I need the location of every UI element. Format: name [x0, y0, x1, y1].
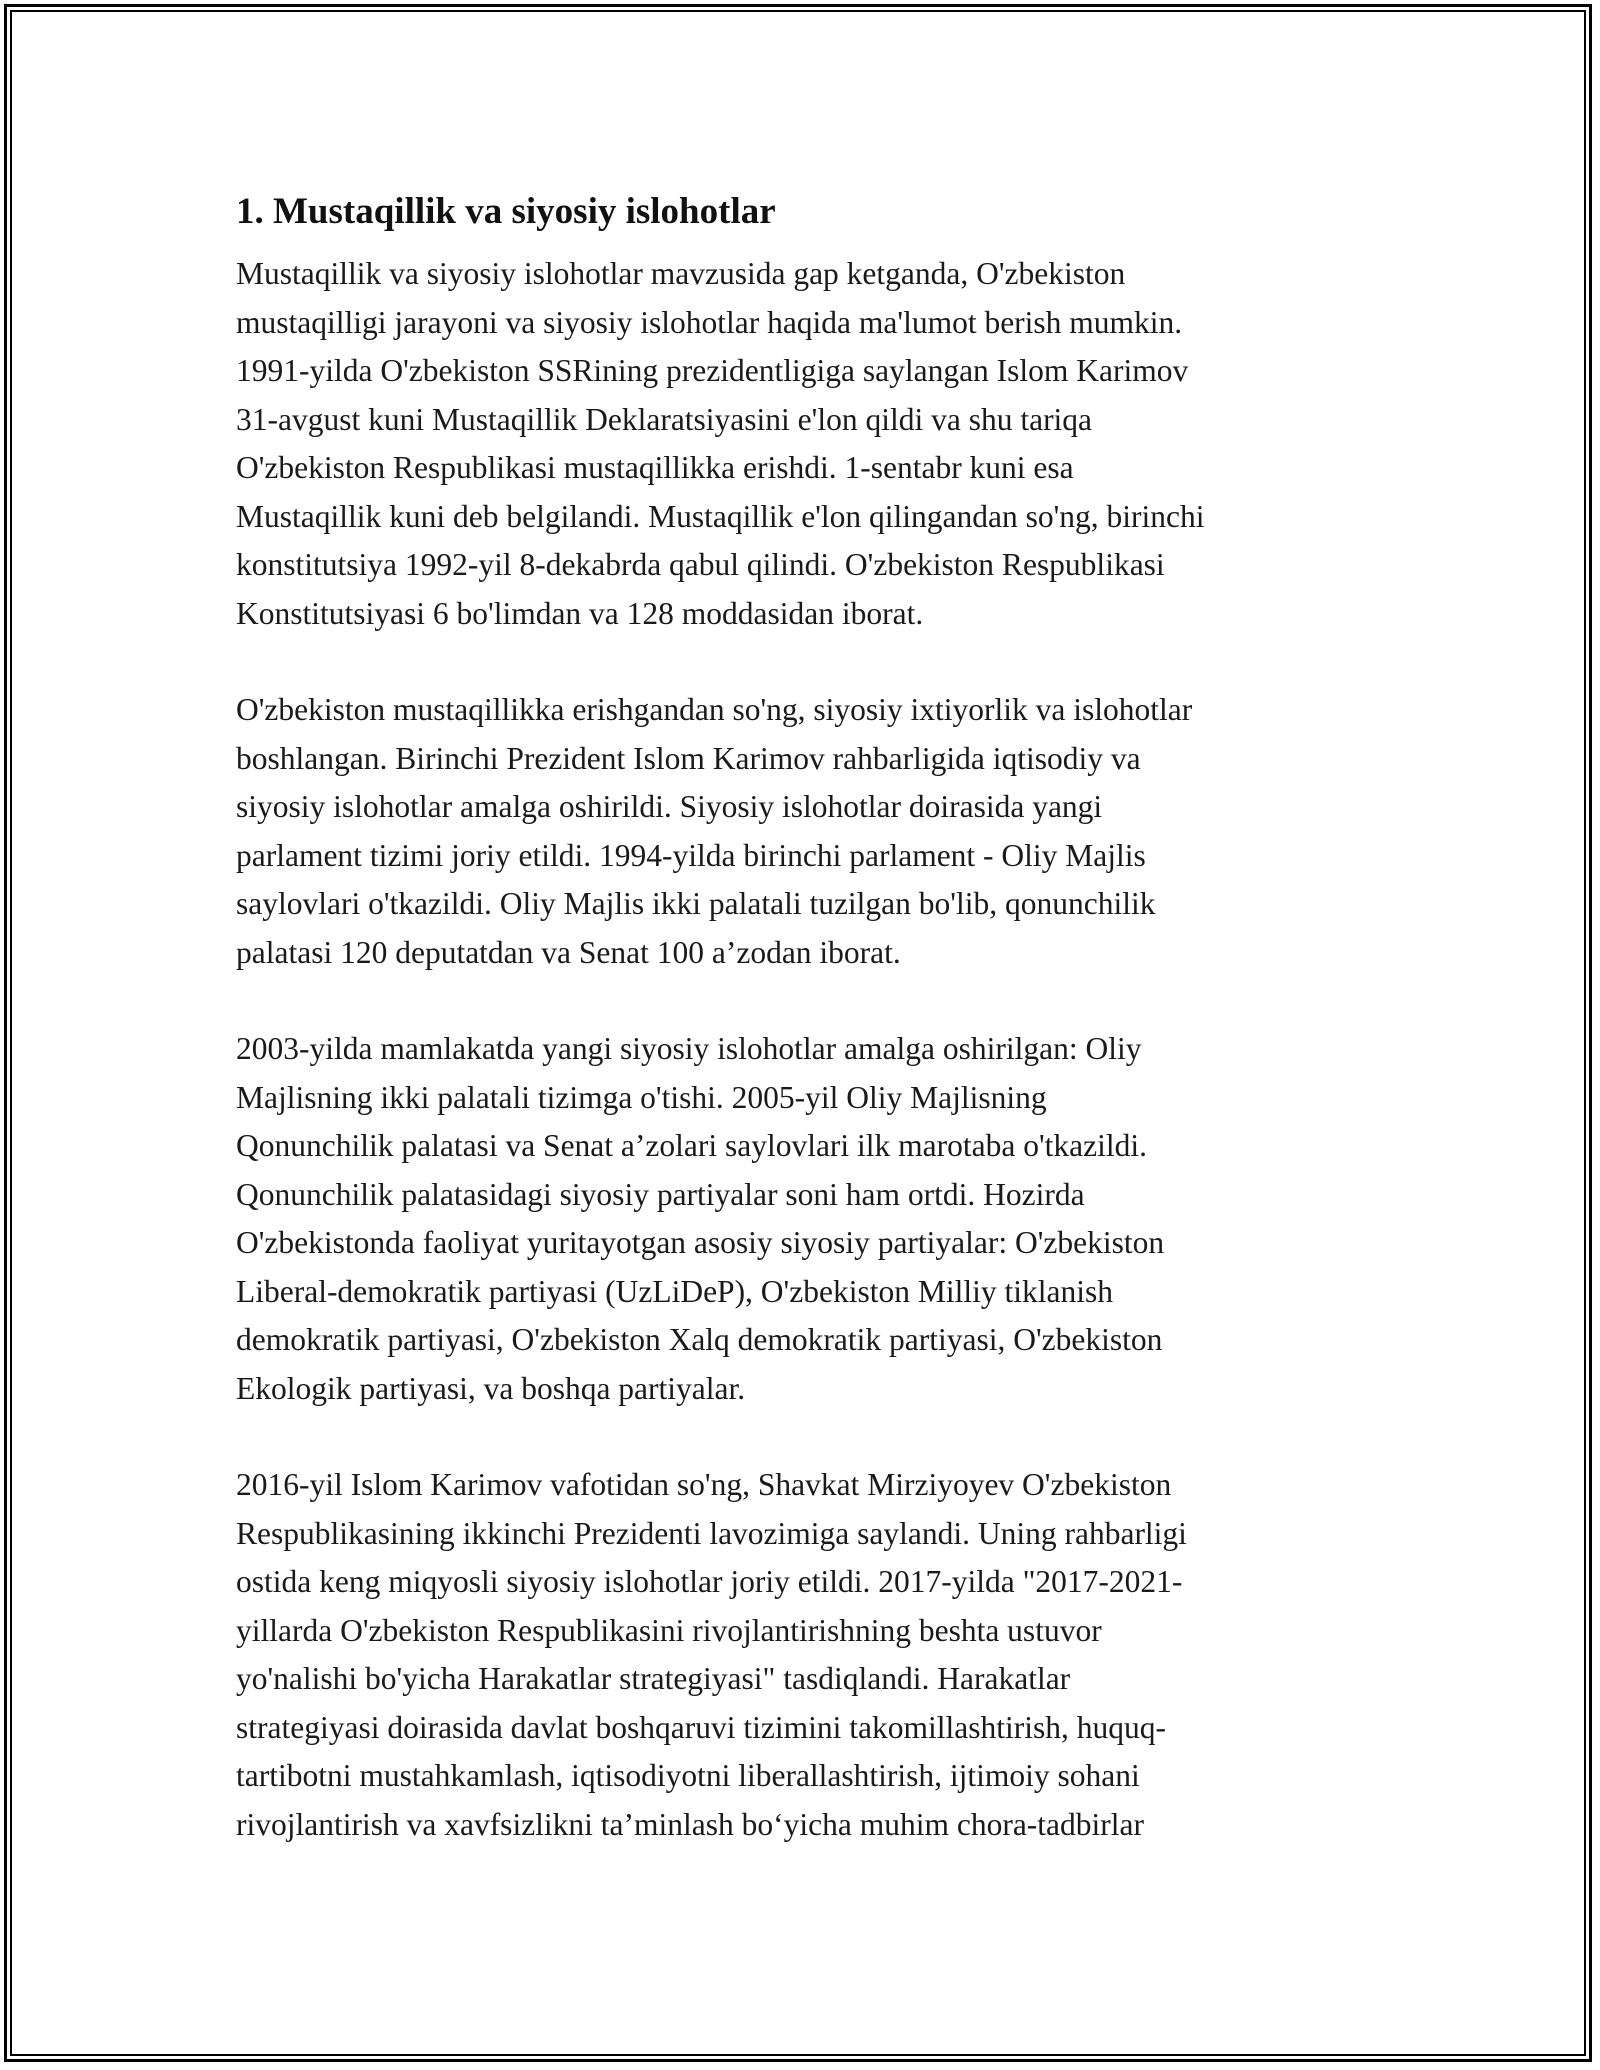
paragraph-2003-reforms: 2003-yilda mamlakatda yangi siyosiy islohotlar amalga oshirilgan: Oliy Majlisning ikki palatali tizimga o'tishi. 2005-yil Oliy Majlisning Qonunchilik palatasi va Senat a’zolari saylovlari ilk marotaba o'tkazildi. Qonunchilik palatasidagi siyosiy partiyalar soni ham ortdi. Hozirda O'zbekistonda faoliyat yuritayotgan asosiy siyosiy partiyalar: O'zbekiston Liberal-demokratik partiyasi (UzLiDeP), O'zbekiston Milliy tiklanish demokratik partiyasi, O'zbekiston Xalq demokratik partiyasi, O'zbekiston Ekologik partiyasi, va boshqa partiyalar.	[236, 1031, 1165, 1406]
paragraph-independence: Mustaqillik va siyosiy islohotlar mavzusida gap ketganda, O'zbekiston mustaqilligi jarayoni va siyosiy islohotlar haqida ma'lumot berish mumkin. 1991-yilda O'zbekiston SSRining prezidentligiga saylangan Islom Karimov 31-avgust kuni Mustaqillik Deklaratsiyasini e'lon qildi va shu tariqa O'zbekiston Respublikasi mustaqillikka erishdi. 1-sentabr kuni esa Mustaqillik kuni deb belgilandi. Mustaqillik e'lon qilingandan so'ng, birinchi konstitutsiya 1992-yil 8-dekabrda qabul qilindi. O'zbekiston Respublikasi Konstitutsiyasi 6 bo'limdan va 128 moddasidan iborat.	[236, 256, 1205, 631]
paragraph-2016-reforms: 2016-yil Islom Karimov vafotidan so'ng, Shavkat Mirziyoyev O'zbekiston Respublikasining ikkinchi Prezidenti lavozimiga saylandi. Uning rahbarligi ostida keng miqyosli siyosiy islohotlar joriy etildi. 2017-yilda "2017-2021- yillarda O'zbekiston Respublikasini rivojlantirishning beshta ustuvor yo'nalishi bo'yicha Harakatlar strategiyasi" tasdiqlandi. Harakatlar strategiyasi doirasida davlat boshqaruvi tizimini takomillashtirish, huquq- tartibotni mustahkamlash, iqtisodiyotni liberallashtirish, ijtimoiy sohani rivojlantirish va xavfsizlikni ta’minlash bo‘yicha muhim chora-tadbirlar	[236, 1467, 1187, 1842]
section-heading: 1. Mustaqillik va siyosiy islohotlar	[236, 191, 776, 232]
document-body	[236, 186, 1386, 1897]
paragraph-reforms-start: O'zbekiston mustaqillikka erishgandan so'ng, siyosiy ixtiyorlik va islohotlar boshlangan. Birinchi Prezident Islom Karimov rahbarligida iqtisodiy va siyosiy islohotlar amalga oshirildi. Siyosiy islohotlar doirasida yangi parlament tizimi joriy etildi. 1994-yilda birinchi parlament - Oliy Majlis saylovlari o'tkazildi. Oliy Majlis ikki palatali tuzilgan bo'lib, qonunchilik palatasi 120 deputatdan va Senat 100 a’zodan iborat.	[236, 692, 1193, 970]
